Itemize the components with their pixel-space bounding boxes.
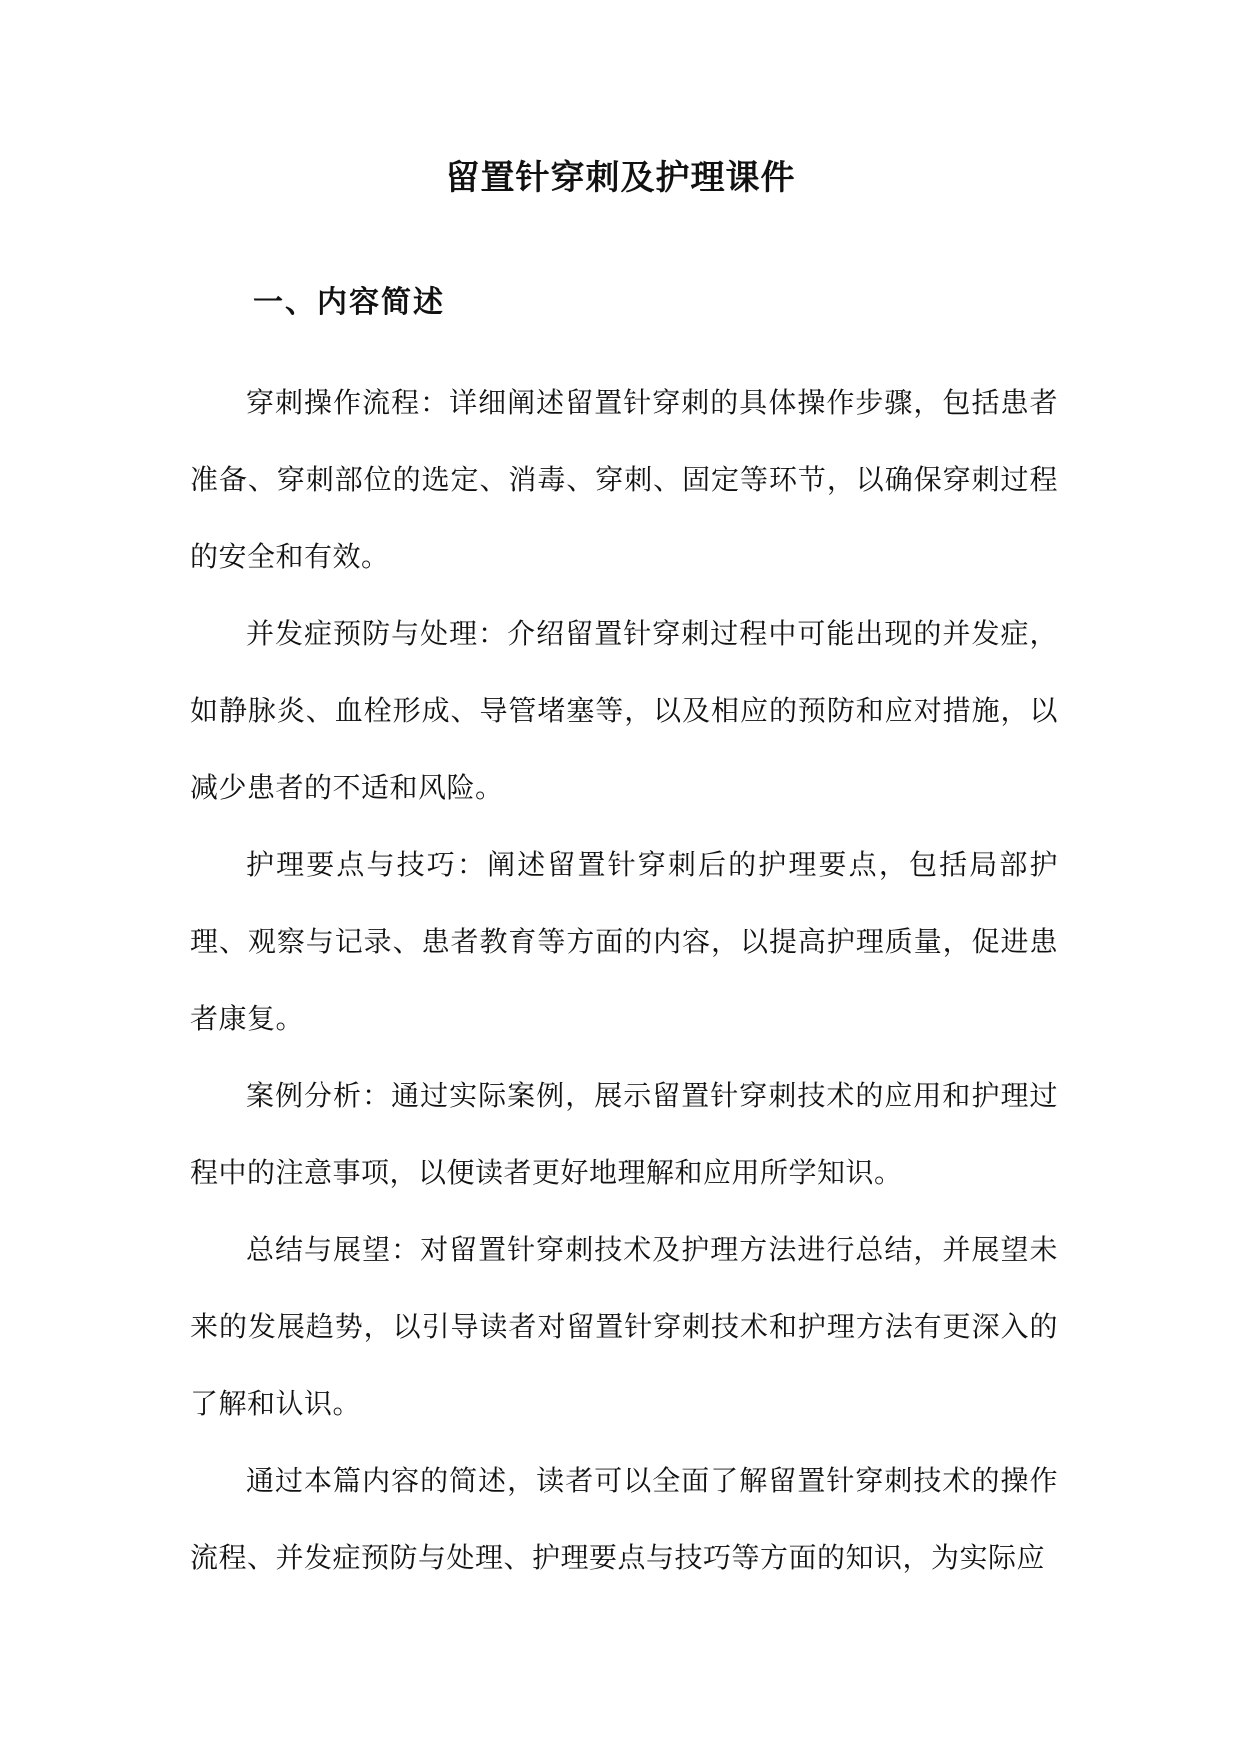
paragraph-overview-conclusion: 通过本篇内容的简述，读者可以全面了解留置针穿刺技术的操作流程、并发症预防与处理、护理要点与技巧等方面的知识，为实际应: [190, 1464, 1058, 1574]
body-text: [190, 364, 1058, 1596]
paragraph-case-analysis: 案例分析：通过实际案例，展示留置针穿刺技术的应用和护理过程中的注意事项，以便读者更好地理解和应用所学知识。: [190, 1079, 1058, 1189]
paragraph-summary-outlook: 总结与展望：对留置针穿刺技术及护理方法进行总结，并展望未来的发展趋势，以引导读者对留置针穿刺技术和护理方法有更深入的了解和认识。: [190, 1233, 1058, 1420]
section-heading: 一、内容简述: [253, 285, 445, 320]
document-title: 留置针穿刺及护理课件: [445, 158, 796, 198]
paragraph-complications: 并发症预防与处理：介绍留置针穿刺过程中可能出现的并发症，如静脉炎、血栓形成、导管堵塞等，以及相应的预防和应对措施，以减少患者的不适和风险。: [190, 617, 1058, 804]
paragraph-nursing-points: 护理要点与技巧：阐述留置针穿刺后的护理要点，包括局部护理、观察与记录、患者教育等方面的内容，以提高护理质量，促进患者康复。: [190, 848, 1058, 1035]
paragraph-puncture-procedure: 穿刺操作流程：详细阐述留置针穿刺的具体操作步骤，包括患者准备、穿刺部位的选定、消毒、穿刺、固定等环节，以确保穿刺过程的安全和有效。: [190, 386, 1058, 573]
